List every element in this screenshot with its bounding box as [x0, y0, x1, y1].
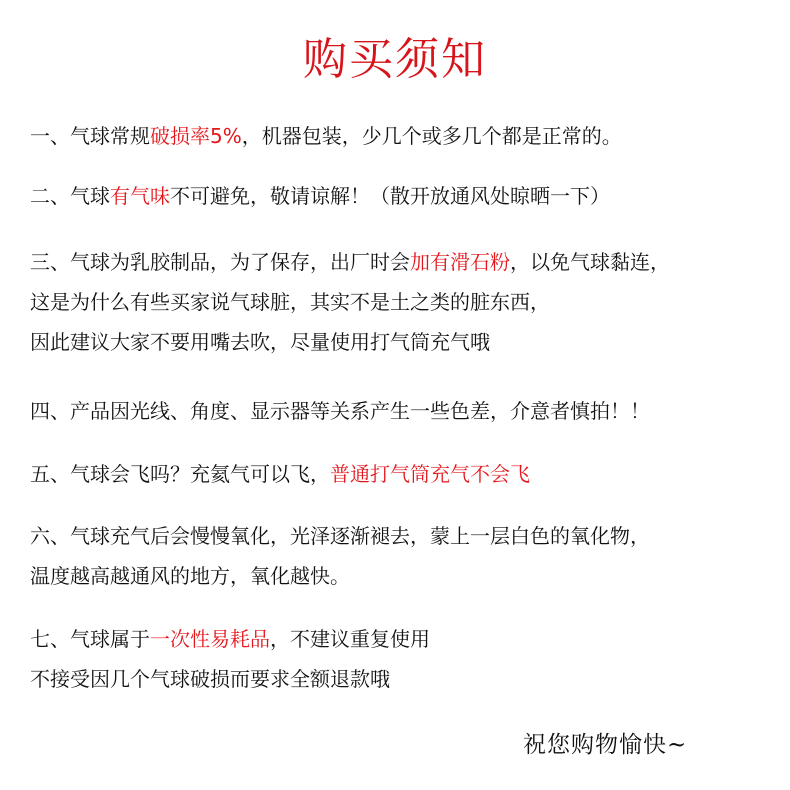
notice-7-line-1 — [30, 627, 770, 652]
notice-1 — [30, 124, 770, 149]
notice-highlight: 破损率5% — [150, 124, 242, 148]
notice-text: 一、气球常规 — [30, 124, 150, 148]
notice-3-line-3: 因此建议大家不要用嘴去吹，尽量使用打气筒充气哦 — [30, 330, 490, 354]
notice-6-line-2: 温度越高越通风的地方，氧化越快。 — [30, 564, 350, 588]
notice-3 — [30, 250, 770, 355]
notice-3-line-1 — [30, 250, 770, 275]
notice-text: 二、气球 — [30, 184, 110, 208]
notice-6 — [30, 524, 770, 589]
notice-text: ，以免气球黏连， — [510, 250, 670, 274]
notice-highlight: 普通打气筒充气不会飞 — [330, 462, 530, 486]
notice-5 — [30, 462, 770, 487]
notice-highlight: 加有滑石粉 — [410, 250, 510, 274]
notice-2 — [30, 184, 770, 209]
notice-6-line-1: 六、气球充气后会慢慢氧化，光泽逐渐褪去，蒙上一层白色的氧化物， — [30, 524, 650, 548]
notice-7-line-2: 不接受因几个气球破损而要求全额退款哦 — [30, 667, 390, 691]
notice-4 — [30, 399, 770, 424]
notice-text: 五、气球会飞吗？充氦气可以飞， — [30, 462, 330, 486]
notice-text: ，机器包装，少几个或多几个都是正常的。 — [241, 124, 622, 148]
notice-3-line-2: 这是为什么有些买家说气球脏，其实不是土之类的脏东西， — [30, 290, 550, 314]
notice-7 — [30, 627, 770, 692]
notice-text: 七、气球属于 — [30, 627, 150, 651]
notice-2-line-1 — [30, 184, 770, 209]
notice-highlight: 一次性易耗品 — [150, 627, 270, 651]
notice-text: ，不建议重复使用 — [270, 627, 430, 651]
notice-text: 不可避免，敬请谅解！（散开放通风处晾晒一下） — [170, 184, 610, 208]
closing-message: 祝您购物愉快~ — [523, 732, 688, 758]
page-title: 购买须知 — [303, 34, 487, 85]
notice-highlight: 有气味 — [110, 184, 170, 208]
notice-4-line-1: 四、产品因光线、角度、显示器等关系产生一些色差，介意者慎拍！！ — [30, 399, 650, 423]
notice-1-line-1 — [30, 124, 770, 149]
notice-5-line-1 — [30, 462, 770, 487]
notice-text: 三、气球为乳胶制品，为了保存，出厂时会 — [30, 250, 410, 274]
